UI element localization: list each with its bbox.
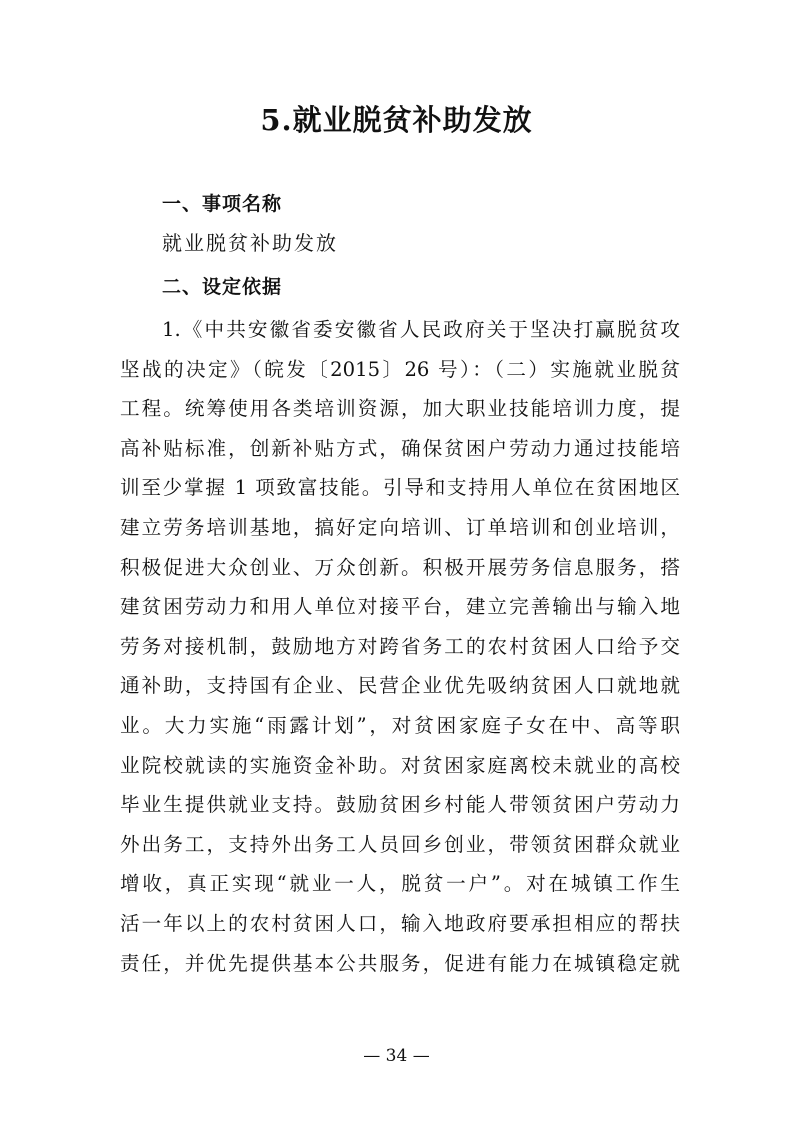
- basis-paragraph: [120, 310, 680, 983]
- body-line: 业。大力实施“雨露计划”，对贫困家庭子女在中、高等职: [120, 713, 680, 737]
- page-title: 5.就业脱贫补助发放: [260, 103, 533, 137]
- body-line: 外出务工，支持外出务工人员回乡创业，带领贫困群众就业: [120, 832, 680, 856]
- body-line: 建立劳务培训基地，搞好定向培训、订单培训和创业培训，: [120, 515, 680, 539]
- body-line: 增收，真正实现“就业一人，脱贫一户”。对在城镇工作生: [120, 872, 680, 896]
- body-line: 活一年以上的农村贫困人口，输入地政府要承担相应的帮扶: [120, 911, 680, 935]
- section-heading-basis: 二、设定依据: [162, 276, 283, 298]
- body-line: 工程。统筹使用各类培训资源，加大职业技能培训力度，提: [120, 397, 680, 421]
- item-name-text: 就业脱贫补助发放: [162, 231, 338, 255]
- body-line: 高补贴标准，创新补贴方式，确保贫困户劳动力通过技能培: [120, 436, 680, 460]
- body-line: 劳务对接机制，鼓励地方对跨省务工的农村贫困人口给予交: [120, 634, 680, 658]
- body-line: 1.《中共安徽省委安徽省人民政府关于坚决打赢脱贫攻: [162, 318, 680, 341]
- body-line: 业院校就读的实施资金补助。对贫困家庭离校未就业的高校: [120, 753, 680, 777]
- body-line: 毕业生提供就业支持。鼓励贫困乡村能人带领贫困户劳动力: [120, 793, 680, 817]
- body-line: 积极促进大众创业、万众创新。积极开展劳务信息服务，搭: [120, 555, 680, 579]
- body-line: 坚战的决定》（皖发〔2015〕26 号）：（二）实施就业脱贫: [120, 357, 680, 381]
- body-line: 建贫困劳动力和用人单位对接平台，建立完善输出与输入地: [120, 595, 680, 619]
- page-number: — 34 —: [363, 1046, 430, 1066]
- body-line: 责任，并优先提供基本公共服务，促进有能力在城镇稳定就: [120, 951, 680, 975]
- body-line: 通补助，支持国有企业、民营企业优先吸纳贫困人口就地就: [120, 674, 680, 698]
- body-line: 训至少掌握 1 项致富技能。引导和支持用人单位在贫困地区: [120, 476, 680, 500]
- section-heading-item-name: 一、事项名称: [162, 193, 283, 215]
